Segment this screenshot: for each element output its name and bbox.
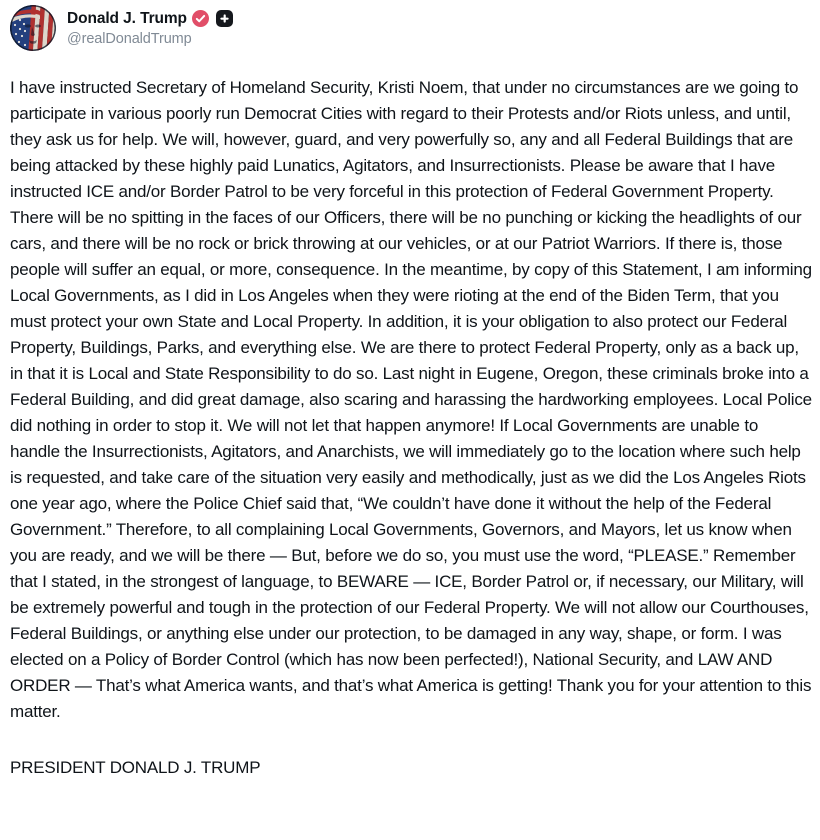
verified-badge-icon (192, 10, 209, 27)
post-header (10, 5, 810, 51)
name-row (67, 10, 233, 28)
post-body-text: I have instructed Secretary of Homeland Security, Kristi Noem, that under no circumstances are we going to participate in various poorly run Democrat Cities with regard to their Protests and/or Riots unless, and until, they ask us for help. We will, however, guard, and very powerfully so, any and all Federal Buildings that are being attacked by these highly paid Lunatics, Agitators, and Insurrectionists. Please be aware that I have instructed ICE and/or Border Patrol to be very forceful in this protection of Federal Government Property. There will be no spitting in the faces of our Officers, there will be no punching or kicking the headlights of our cars, and there will be no rock or brick throwing at our vehicles, or at our Patriot Warriors. If there is, those people will suffer an equal, or more, consequence. In the meantime, by copy of this Statement, I am informing Local Governments, as I did in Los Angeles when they were rioting at the end of the Biden Term, that you must protect your own State and Local Property. In addition, it is your obligation to also protect our Federal Property, Buildings, Parks, and everything else. We are there to protect Federal Property, only as a back up, in that it is Local and State Responsibility to do so. Last night in Eugene, Oregon, these criminals broke into a Federal Building, and did great damage, also scaring and harassing the hardworking employees. Local Police did nothing in order to stop it. We will not let that happen anymore! If Local Governments are unable to handle the Insurrectionists, Agitators, and Anarchists, we will immediately go to the location where such help is requested, and take care of the situation very easily and methodically, just as we did the Los Angeles Riots one year ago, where the Police Chief said that, “We couldn’t have done it without the help of the Federal Government.” Therefore, to all complaining Local Governments, Governors, and Mayors, let us know when you are ready, and we will be there — But, before we do so, you must use the word, “PLEASE.” Remember that I stated, in the strongest of language, to BEWARE — ICE, Border Patrol or, if necessary, our Military, will be extremely powerful and tough in the protection of our Federal Property. We will not allow our Courthouses, Federal Buildings, or anything else under our protection, to be damaged in any way, shape, or form. I was elected on a Policy of Border Control (which has now been perfected!), National Security, and LAW AND ORDER — That’s what America wants, and that’s what America is getting! Thank you for your attention to this matter. (10, 78, 817, 721)
display-name[interactable]: Donald J. Trump (67, 9, 187, 27)
plus-badge-icon (216, 10, 233, 27)
avatar[interactable] (10, 5, 56, 51)
user-handle[interactable]: @realDonaldTrump (67, 30, 192, 47)
flag-face-avatar-image (10, 5, 56, 51)
header-text (67, 10, 233, 47)
post-signature: PRESIDENT DONALD J. TRUMP (10, 758, 261, 777)
